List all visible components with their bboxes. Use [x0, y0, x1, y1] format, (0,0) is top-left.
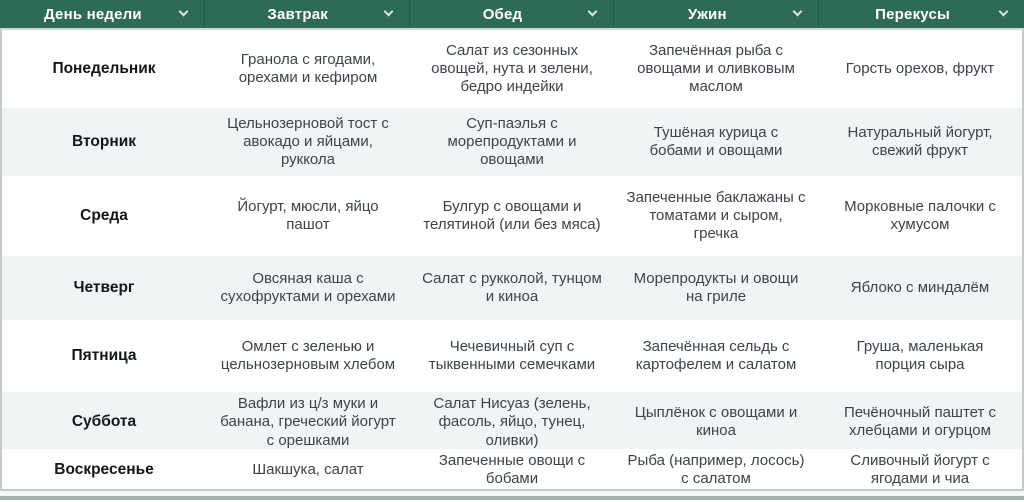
day-cell: Суббота: [71, 412, 137, 430]
table-row-wednesday: [2, 176, 1022, 256]
table-body: [0, 30, 1024, 490]
snacks-cell: Морковные палочки с хумусом: [844, 197, 996, 233]
column-header-label: Ужин: [687, 5, 727, 23]
breakfast-cell: Гранола с ягодами, орехами и кефиром: [238, 50, 378, 86]
chevron-down-icon[interactable]: [999, 7, 1009, 17]
table-row-tuesday: [2, 108, 1022, 176]
column-header-day-of-week[interactable]: [0, 0, 205, 28]
breakfast-cell: Овсяная каша с сухофруктами и орехами: [220, 269, 396, 305]
snacks-cell: Груша, маленькая порция сыра: [856, 337, 984, 373]
chevron-down-icon[interactable]: [383, 7, 393, 17]
day-cell: Понедельник: [52, 59, 156, 77]
day-cell: Воскресенье: [54, 460, 154, 478]
column-header-breakfast[interactable]: [205, 0, 410, 28]
chevron-down-icon[interactable]: [588, 7, 598, 17]
lunch-cell: Булгур с овощами и телятиной (или без мяса): [423, 197, 601, 233]
dinner-cell: Тушёная курица с бобами и овощами: [649, 123, 783, 159]
lunch-cell: Салат с рукколой, тунцом и киноа: [422, 269, 602, 305]
breakfast-cell: Йогурт, мюсли, яйцо пашот: [237, 197, 379, 233]
column-header-label: Завтрак: [267, 5, 328, 23]
lunch-cell: Запеченные овощи с бобами: [438, 452, 586, 488]
header-row: [0, 0, 1024, 30]
day-cell: Вторник: [72, 132, 136, 150]
column-header-label: Обед: [482, 5, 523, 23]
breakfast-cell: Цельнозерновой тост с авокадо и яйцами, руккола: [227, 114, 389, 169]
snacks-cell: Сливочный йогурт с ягодами и чиа: [850, 452, 990, 488]
snacks-cell: Горсть орехов, фрукт: [845, 59, 995, 77]
breakfast-cell: Омлет с зеленью и цельнозерновым хлебом: [220, 337, 396, 373]
column-header-label: День недели: [43, 5, 142, 23]
snacks-cell: Печёночный паштет с хлебцами и огурцом: [843, 404, 997, 440]
column-header-dinner[interactable]: [614, 0, 819, 28]
table-row-saturday: [2, 392, 1022, 449]
column-header-snacks[interactable]: [819, 0, 1024, 28]
snacks-cell: Яблоко с миндалём: [850, 278, 990, 296]
dinner-cell: Запечённая сельдь с картофелем и салатом: [635, 337, 797, 373]
day-cell: Четверг: [73, 278, 135, 296]
snacks-cell: Натуральный йогурт, свежий фрукт: [847, 123, 993, 159]
chevron-down-icon[interactable]: [178, 7, 188, 17]
lunch-cell: Салат Нисуаз (зелень, фасоль, яйцо, тунец, оливки): [433, 395, 591, 449]
day-cell: Пятница: [71, 346, 137, 364]
dinner-cell: Цыплёнок с овощами и киноа: [634, 404, 798, 440]
lunch-cell: Салат из сезонных овощей, нута и зелени, бедро индейки: [431, 41, 593, 96]
breakfast-cell: Шакшука, салат: [252, 461, 364, 479]
table-row-sunday: [2, 449, 1022, 489]
table-row-monday: [2, 30, 1022, 108]
green-edge-divider: [0, 496, 1024, 500]
chevron-down-icon[interactable]: [793, 7, 803, 17]
dinner-cell: Запечённая рыба с овощами и оливковым маслом: [637, 41, 795, 96]
table-row-thursday: [2, 256, 1022, 320]
table-row-friday: [2, 320, 1022, 392]
dinner-cell: Запеченные баклажаны с томатами и сыром, гречка: [626, 188, 806, 243]
lunch-cell: Чечевичный суп с тыквенными семечками: [428, 337, 596, 373]
lunch-cell: Суп-паэлья с морепродуктами и овощами: [447, 114, 577, 169]
breakfast-cell: Вафли из ц/з муки и банана, греческий йогурт с орешками: [220, 395, 396, 449]
column-header-label: Перекусы: [875, 5, 951, 23]
column-header-lunch[interactable]: [410, 0, 615, 28]
dinner-cell: Морепродукты и овощи на гриле: [633, 269, 799, 305]
day-cell: Среда: [80, 206, 128, 224]
dinner-cell: Рыба (например, лосось) с салатом: [627, 452, 805, 488]
